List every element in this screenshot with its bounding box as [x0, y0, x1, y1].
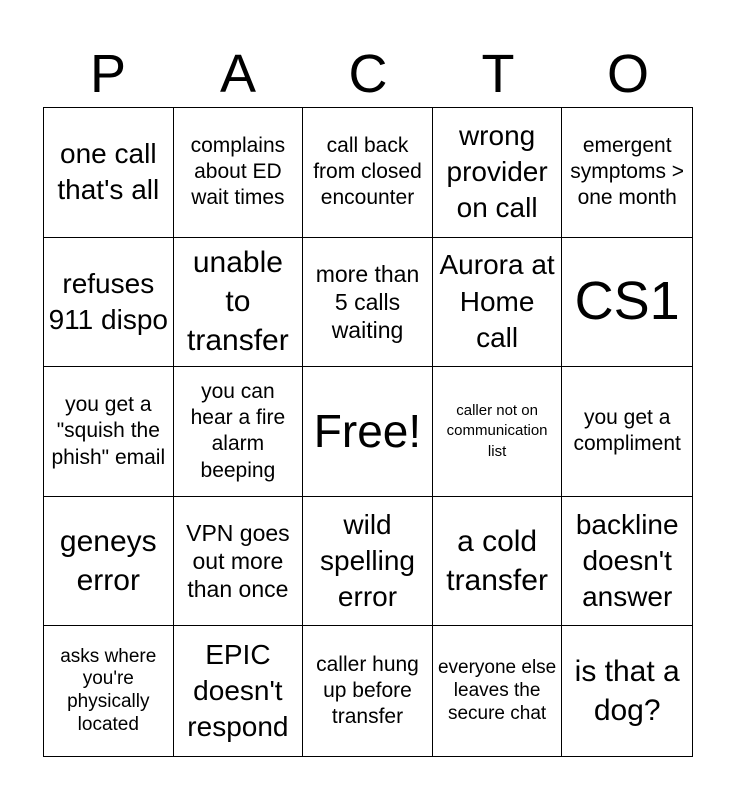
- bingo-cell[interactable]: backline doesn't answer: [562, 497, 692, 627]
- header-letter-a: A: [219, 44, 257, 104]
- bingo-cell[interactable]: you get a "squish the phish" email: [44, 367, 174, 497]
- header-letter-o: O: [606, 44, 649, 104]
- bingo-cell[interactable]: geneys error: [44, 497, 174, 627]
- bingo-cell[interactable]: complains about ED wait times: [174, 108, 304, 238]
- bingo-cell[interactable]: unable to transfer: [174, 238, 304, 368]
- bingo-cell[interactable]: a cold transfer: [433, 497, 563, 627]
- bingo-cell[interactable]: one call that's all: [44, 108, 174, 238]
- header-letter-c: C: [348, 44, 388, 104]
- bingo-cell[interactable]: asks where you're physically located: [44, 626, 174, 756]
- bingo-cell[interactable]: caller not on communication list: [433, 367, 563, 497]
- bingo-cell[interactable]: wild spelling error: [303, 497, 433, 627]
- header-letter-t: T: [481, 44, 515, 104]
- bingo-cell[interactable]: you can hear a fire alarm beeping: [174, 367, 304, 497]
- bingo-cell[interactable]: Aurora at Home call: [433, 238, 563, 368]
- bingo-cell[interactable]: you get a compliment: [562, 367, 692, 497]
- bingo-cell[interactable]: everyone else leaves the secure chat: [433, 626, 563, 756]
- bingo-cell[interactable]: wrong provider on call: [433, 108, 563, 238]
- bingo-header: [43, 40, 693, 108]
- header-letter-p: P: [89, 44, 127, 104]
- bingo-cell[interactable]: refuses 911 dispo: [44, 238, 174, 368]
- bingo-cell[interactable]: VPN goes out more than once: [174, 497, 304, 627]
- bingo-cell[interactable]: caller hung up before transfer: [303, 626, 433, 756]
- bingo-cell[interactable]: emergent symptoms > one month: [562, 108, 692, 238]
- bingo-board: [43, 107, 693, 757]
- bingo-cell[interactable]: more than 5 calls waiting: [303, 238, 433, 368]
- bingo-cell[interactable]: call back from closed encounter: [303, 108, 433, 238]
- bingo-cell[interactable]: CS1: [562, 238, 692, 368]
- bingo-cell[interactable]: is that a dog?: [574, 655, 680, 728]
- bingo-cell[interactable]: EPIC doesn't respond: [174, 626, 304, 756]
- free-space-cell[interactable]: Free!: [303, 367, 433, 497]
